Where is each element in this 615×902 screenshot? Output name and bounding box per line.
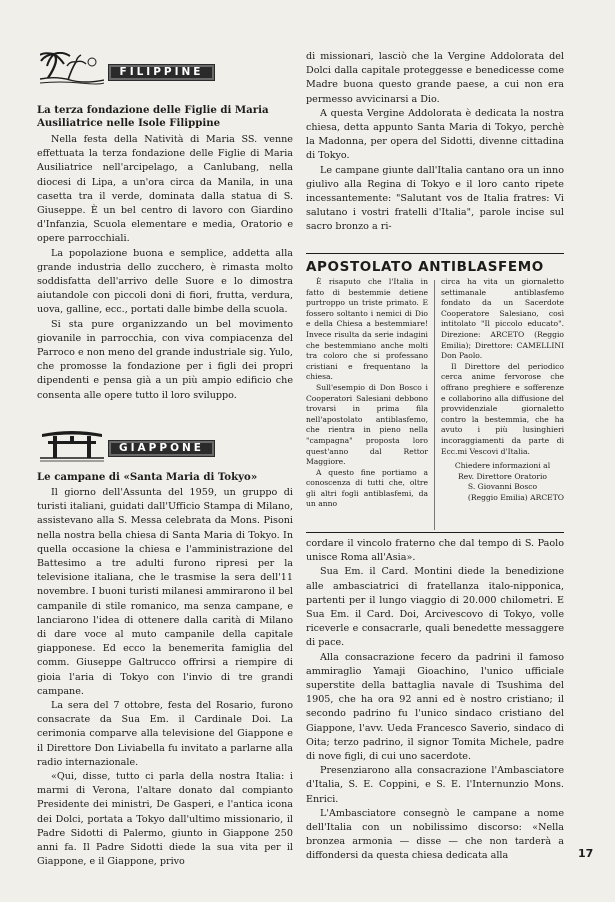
apostolato-title: APOSTOLATO ANTIBLASFEMO	[306, 259, 544, 275]
apostolato-contact-line: S. Giovanni Bosco	[467, 482, 538, 492]
apostolato-column-a	[306, 277, 428, 510]
apostolato-paragraph: Il Direttore del periodico cerca anime fervorose che offrano preghiere e sofferenze e collaborino alla diffusione del provvidenziale giornaletto contro la bestemmia, che ha avuto i più lusinghieri incoraggiamenti da parte di Ecc.mi Vescovi d'Italia.	[441, 361, 564, 456]
giappone-paragraph: La sera del 7 ottobre, festa del Rosario, furono consacrate da Sua Em. il Cardinale Doi. La cerimonia comparve alla televisione del Giappone e il Direttore Don Liviabella fu invitato a parlarne alla radio internazionale.	[37, 700, 293, 768]
apostolato-paragraph: A questo fine portiamo a conoscenza di tutti che, oltre gli altri fogli antiblasfemi, da un anno	[306, 467, 428, 509]
apostolato-column-divider	[434, 280, 435, 530]
giappone-article-right-top	[306, 50, 564, 235]
apostolato-contact-line: Rev. Direttore Oratorio	[458, 471, 547, 481]
apostolato-contact-line: (Reggio Emilia) ARCETO	[467, 492, 564, 502]
giappone-paragraph: cordare il vincolo fraterno che dal tempo di S. Paolo unisce Roma all'Asia».	[306, 538, 564, 564]
giappone-paragraph: «Qui, disse, tutto ci parla della nostra Italia: i marmi di Verona, l'altare donato dal compianto Presidente dei ministri, De Gasperi, e l'antica icona dei Dolci, portata a Tokyo dall'ultimo missionario, il Padre Sidotti di Palermo, giunto in Giappone 250 anni fa. Il Padre Sidotti diede la sua vita per il Giappone, e il Giappone, privo	[37, 771, 293, 868]
apostolato-paragraph: circa ha vita un giornaletto settimanale antiblasfemo fondato da un Sacerdote Cooperatore Salesiano, così intitolato "Il piccolo educato". Direzione: ARCETO (Reggio Emilia); Direttore: CAMELLINI Don Paolo.	[441, 277, 564, 361]
filippine-paragraph: Si sta pure organizzando un bel movimento giovanile in parrocchia, con viva compiacenza del Parroco e non meno del grande industriale sig. Yulo, che promosse la fondazione per i figli dei propri dipendenti e pensa già a un più ampio edificio che consenta alle opere tutto il loro sviluppo.	[37, 318, 293, 401]
giappone-paragraph: A questa Vergine Addolorata è dedicata la nostra chiesa, detta appunto Santa Maria di Tokyo, perchè la Madonna, per opera del Sidotti, divenne cittadina di Tokyo.	[306, 107, 564, 162]
giappone-paragraph: Sua Em. il Card. Montini diede la benedizione alle ambasciatrici di fratellanza italo-nipponica, partenti per il lungo viaggio di 20.000 chilometri. E Sua Em. il Card. Doi, Arcivescovo di Tokyo, volle riceverle e consacrarle, quali benedette messaggere di pace.	[306, 566, 564, 649]
filippine-heading: La terza fondazione delle Figlie di Maria Ausiliatrice nelle Isole Filippine	[37, 104, 269, 129]
filippine-paragraph: La popolazione buona e semplice, addetta alla grande industria dello zucchero, è rimasta molto soddisfatta dell'arrivo delle Suore e lo dimostra aiutandole con piccoli doni di fiori, frutta, verdura, uova, galline, ecc., portati dalle bimbe della scuola.	[37, 247, 293, 316]
apostolato-paragraph: Sull'esempio di Don Bosco i Cooperatori Salesiani debbono trovarsi in prima fila nell'apostolato antiblasfemo, che rientra in pieno nella "campagna" proposta loro quest'anno dal Rettor Maggiore.	[306, 382, 428, 467]
filippine-article	[37, 133, 293, 403]
giappone-label: GIAPPONE	[108, 440, 215, 457]
filippine-label: FILIPPINE	[108, 64, 215, 81]
apostolato-top-rule	[306, 253, 564, 254]
filippine-paragraph: Nella festa della Natività di Maria SS. venne effettuata la terza fondazione delle Figlie di Maria Ausiliatrice nell'arcipelago, a Canlubang, nella diocesi di Lipa, a un'ora circa da Manila, in una casetta tra il verde, dominata dalla statua di S. Giuseppe. È un bel centro di lavoro con Giardino d'Infanzia, Scuola elementare e media, Oratorio e opere parrocchiali.	[37, 134, 293, 245]
giappone-heading: Le campane di «Santa Maria di Tokyo»	[37, 471, 258, 483]
giappone-paragraph: Le campane giunte dall'Italia cantano ora un inno giulivo alla Regina di Tokyo e il loro canto ripete incessantemente: "Salutant vos de Italia fratres: Vi salutano i vostri fratelli d'Italia", parole incise sul sacro bronzo a ri-	[306, 164, 564, 233]
giappone-banner	[40, 428, 240, 462]
giappone-article-left	[37, 486, 293, 869]
giappone-paragraph: Il giorno dell'Assunta del 1959, un gruppo di turisti italiani, guidati dall'Ufficio Stampa di Milano, assistevano alla S. Messa celebrata da Mons. Pisoni nella nostra bella chiesa di Santa Maria di Tokyo. In quella occasione la chiesa e l'amministrazione del Battesimo a tre adulti furono ripresi per la televisione italiana, che le trasmise la sera dell'11 novembre. I buoni turisti milanesi ammirarono il bel campanile di stile romanico, ma senza campane, e lanciarono l'idea di ottenere dalla carità di Milano di dare voce al muto campanile della capitale giapponese. Ed ecco la benemerita famiglia del comm. Giuseppe Galtrucco offrirsi a riempire di gioia l'aria di Tokyo con l'invio di tre grandi campane.	[37, 487, 293, 697]
apostolato-column-b	[441, 277, 564, 503]
apostolato-contact-title: Chiedere informazioni al	[454, 461, 551, 471]
page-number: 17	[578, 847, 594, 860]
giappone-paragraph: di missionari, lasciò che la Vergine Addolorata del Dolci dalla capitale proteggesse e benedicesse come Madre buona questo grande paese, a cui non era permesso avvicinarsi a Dio.	[306, 51, 564, 105]
filippine-banner	[40, 52, 240, 86]
giappone-paragraph: Presenziarono alla consacrazione l'Ambasciatore d'Italia, S. E. Coppini, e S. E. l'Internunzio Mons. Enrici.	[306, 765, 564, 805]
giappone-paragraph: L'Ambasciatore consegnò le campane a nome dell'Italia con un nobilissimo discorso: «Nella bronzea armonia — disse — che non tarderà a diffondersi da questa chiesa dedicata alla	[306, 807, 564, 862]
palm-tree-icon	[40, 52, 104, 86]
giappone-article-right-bottom	[306, 537, 564, 864]
torii-gate-icon	[40, 428, 104, 462]
apostolato-bottom-rule	[306, 532, 564, 533]
apostolato-paragraph: È risaputo che l'Italia in fatto di bestemmie detiene purtroppo un triste primato. E fossero soltanto i nemici di Dio e della Chiesa a bestemmiare! Invece risulta da serie indagini che bestemmiano anche molti tra coloro che si professano cristiani e frequentano la chiesa.	[306, 277, 428, 382]
giappone-paragraph: Alla consacrazione fecero da padrini il famoso ammiraglio Yamaji Gioachino, l'unico ufficiale superstite della battaglia navale di Tsushima del 1905, che ha ora 92 anni ed è nostro cristiano; il secondo padrino fu l'unico sindaco cristiano del Giappone, l'avv. Ueda Francesco Saverio, sindaco di Oita; terzo padrino, il signor Tomita Michele, padre di nove figli, di cui uno sacerdote.	[306, 651, 564, 763]
